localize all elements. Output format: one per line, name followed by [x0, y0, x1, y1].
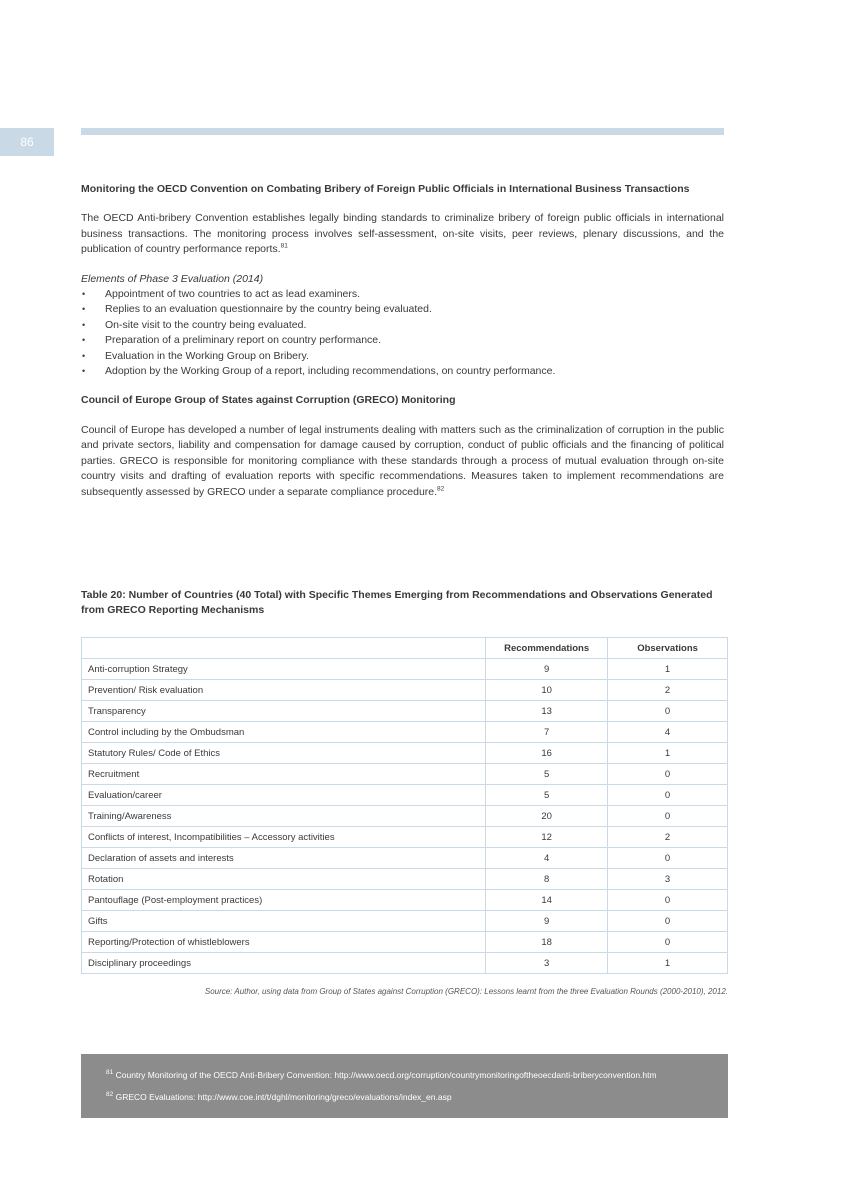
- theme-cell: Reporting/Protection of whistleblowers: [82, 932, 486, 953]
- recommendations-cell: 13: [486, 701, 608, 722]
- observations-cell: 1: [608, 743, 728, 764]
- table-title: Table 20: Number of Countries (40 Total) with Specific Themes Emerging from Recommendations and Observations Generated from GRECO Reporting Mechanisms: [81, 589, 713, 617]
- table-row: [82, 806, 728, 827]
- recommendations-cell: 5: [486, 785, 608, 806]
- bullet-icon: •: [82, 366, 86, 377]
- recommendations-cell: 7: [486, 722, 608, 743]
- theme-cell: Rotation: [82, 869, 486, 890]
- footnote-81: [106, 1070, 657, 1080]
- list-item: [81, 333, 724, 348]
- page-number: 86: [0, 128, 54, 156]
- table-row: [82, 890, 728, 911]
- table-row: [82, 701, 728, 722]
- greco-paragraph-text: Council of Europe has developed a number of legal instruments dealing with matters such as the criminalization of corruption in the public and private sectors, liability and compensation for damage caused by corruption, conduct of public officials and the financing of political parties. GRECO is responsible for monitoring compliance with these standards through a process of mutual evaluation through on-site country visits and drafting of evaluation reports with specific recommendations. Measures taken to implement recommendations are subsequently assessed by GRECO under a separate compliance procedure.: [81, 423, 724, 498]
- theme-cell: Recruitment: [82, 764, 486, 785]
- recommendations-cell: 10: [486, 680, 608, 701]
- footnote-text: GRECO Evaluations: http://www.coe.int/t/dghl/monitoring/greco/evaluations/index_en.asp: [115, 1092, 452, 1102]
- table-source: Source: Author, using data from Group of States against Corruption (GRECO): Lessons learnt from the three Evaluation Rounds (2000-2010), 2012.: [204, 987, 728, 996]
- observations-cell: 2: [608, 827, 728, 848]
- observations-cell: 4: [608, 722, 728, 743]
- theme-cell: Conflicts of interest, Incompatibilities – Accessory activities: [82, 827, 486, 848]
- theme-cell: Transparency: [82, 701, 486, 722]
- body-content: [81, 182, 724, 500]
- list-item-text: Preparation of a preliminary report on country performance.: [105, 334, 382, 347]
- observations-cell: 3: [608, 869, 728, 890]
- theme-cell: Anti-corruption Strategy: [82, 659, 486, 680]
- table-row: [82, 932, 728, 953]
- footnote-ref-81: 81: [280, 242, 288, 250]
- observations-cell: 0: [608, 848, 728, 869]
- footnotes-box: [81, 1054, 728, 1118]
- table-row: [82, 659, 728, 680]
- bullet-icon: •: [82, 289, 86, 300]
- phase3-list-title: Elements of Phase 3 Evaluation (2014): [81, 272, 264, 285]
- table-row: [82, 743, 728, 764]
- list-item: [81, 318, 724, 333]
- footnote-text: Country Monitoring of the OECD Anti-Bribery Convention: http://www.oecd.org/corruption/countrymonitoringoftheoecdanti-briberyconvention.htm: [115, 1070, 657, 1080]
- theme-cell: Statutory Rules/ Code of Ethics: [82, 743, 486, 764]
- list-item-text: Replies to an evaluation questionnaire by the country being evaluated.: [105, 303, 432, 316]
- footnote-ref-82: 82: [437, 485, 445, 492]
- table-row: [82, 680, 728, 701]
- phase3-list: [81, 287, 724, 379]
- footnote-number: 82: [106, 1091, 114, 1099]
- list-item-text: Evaluation in the Working Group on Bribery.: [105, 349, 309, 362]
- recommendations-cell: 14: [486, 890, 608, 911]
- table-row: [82, 911, 728, 932]
- theme-cell: Declaration of assets and interests: [82, 848, 486, 869]
- table-row: [82, 869, 728, 890]
- observations-cell: 0: [608, 806, 728, 827]
- theme-cell: Gifts: [82, 911, 486, 932]
- observations-cell: 0: [608, 764, 728, 785]
- table-row: [82, 785, 728, 806]
- table-row: [82, 953, 728, 974]
- observations-cell: 1: [608, 953, 728, 974]
- recommendations-cell: 5: [486, 764, 608, 785]
- bullet-icon: •: [82, 350, 86, 361]
- recommendations-cell: 18: [486, 932, 608, 953]
- recommendations-cell: 4: [486, 848, 608, 869]
- list-item: [81, 364, 724, 379]
- theme-cell: Pantouflage (Post-employment practices): [82, 890, 486, 911]
- footnote-number: 81: [106, 1069, 114, 1077]
- section-heading-oecd: Monitoring the OECD Convention on Combating Bribery of Foreign Public Officials in International Business Transactions: [81, 183, 690, 195]
- recommendations-cell: 9: [486, 911, 608, 932]
- observations-cell: 0: [608, 911, 728, 932]
- theme-cell: Disciplinary proceedings: [82, 953, 486, 974]
- list-item-text: Adoption by the Working Group of a report, including recommendations, on country performance.: [105, 365, 556, 378]
- list-item: [81, 287, 724, 302]
- header-rule: [81, 128, 724, 135]
- theme-cell: Training/Awareness: [82, 806, 486, 827]
- footnote-82: [106, 1092, 452, 1102]
- recommendations-cell: 12: [486, 827, 608, 848]
- recommendations-cell: 20: [486, 806, 608, 827]
- list-item: [81, 349, 724, 364]
- oecd-paragraph-text: The OECD Anti-bribery Convention establishes legally binding standards to criminalize bribery of foreign public officials in international business transactions. The monitoring process involves self-assessment, on-site visits, peer reviews, plenary discussions, and the publication of country performance reports.: [81, 212, 724, 256]
- table-body: [82, 659, 728, 974]
- observations-cell: 2: [608, 680, 728, 701]
- theme-cell: Prevention/ Risk evaluation: [82, 680, 486, 701]
- theme-cell: Control including by the Ombudsman: [82, 722, 486, 743]
- table-header-row: [82, 638, 728, 659]
- section-heading-greco: Council of Europe Group of States against Corruption (GRECO) Monitoring: [81, 394, 456, 407]
- table-row: [82, 722, 728, 743]
- theme-cell: Evaluation/career: [82, 785, 486, 806]
- bullet-icon: •: [82, 335, 86, 346]
- table-header-recommendations: Recommendations: [486, 638, 608, 659]
- observations-cell: 0: [608, 890, 728, 911]
- observations-cell: 0: [608, 932, 728, 953]
- table-row: [82, 764, 728, 785]
- recommendations-cell: 3: [486, 953, 608, 974]
- table-header-theme: [82, 638, 486, 659]
- recommendations-cell: 8: [486, 869, 608, 890]
- recommendations-cell: 16: [486, 743, 608, 764]
- greco-paragraph: [81, 423, 724, 500]
- list-item-text: On-site visit to the country being evaluated.: [105, 318, 307, 331]
- recommendations-cell: 9: [486, 659, 608, 680]
- observations-cell: 1: [608, 659, 728, 680]
- table-row: [82, 848, 728, 869]
- bullet-icon: •: [82, 319, 86, 330]
- table-row: [82, 827, 728, 848]
- bullet-icon: •: [82, 304, 86, 315]
- table-header-observations: Observations: [608, 638, 728, 659]
- observations-cell: 0: [608, 701, 728, 722]
- observations-cell: 0: [608, 785, 728, 806]
- list-item: [81, 302, 724, 317]
- oecd-paragraph: [81, 211, 724, 257]
- greco-themes-table: [81, 637, 728, 974]
- list-item-text: Appointment of two countries to act as lead examiners.: [105, 288, 361, 301]
